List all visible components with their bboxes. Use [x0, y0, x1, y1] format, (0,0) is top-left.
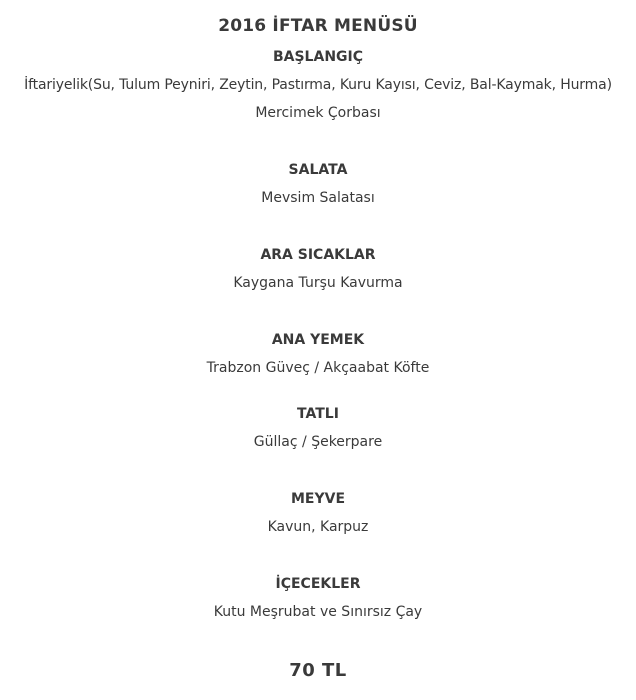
section-heading-baslangic: BAŞLANGIÇ — [272, 49, 364, 65]
section-heading-ana-yemek: ANA YEMEK — [271, 332, 365, 348]
menu-item-iftariyelik: İftariyelik(Su, Tulum Peyniri, Zeytin, Pastırma, Kuru Kayısı, Ceviz, Bal-Kaymak, Hurma) — [24, 77, 612, 93]
section-heading-tatli: TATLI — [297, 406, 339, 422]
menu-item-mevsim-salatasi: Mevsim Salatası — [261, 190, 375, 206]
section-heading-meyve: MEYVE — [290, 491, 346, 507]
menu-item-trabzon-guvec: Trabzon Güveç / Akçaabat Köfte — [206, 360, 430, 376]
menu-item-kaygana: Kaygana Turşu Kavurma — [233, 275, 403, 291]
section-heading-icecekler: İÇECEKLER — [275, 576, 361, 592]
menu-item-kavun-karpuz: Kavun, Karpuz — [267, 519, 369, 535]
menu-title: 2016 İFTAR MENÜSÜ — [218, 16, 418, 36]
menu-item-mercimek-corbasi: Mercimek Çorbası — [255, 105, 381, 121]
menu-price: 70 TL — [289, 660, 347, 681]
menu-item-kutu-mesrubat: Kutu Meşrubat ve Sınırsız Çay — [213, 604, 423, 620]
section-heading-ara-sicaklar: ARA SICAKLAR — [260, 247, 376, 263]
menu-item-gullac: Güllaç / Şekerpare — [253, 434, 383, 450]
section-heading-salata: SALATA — [288, 162, 348, 178]
